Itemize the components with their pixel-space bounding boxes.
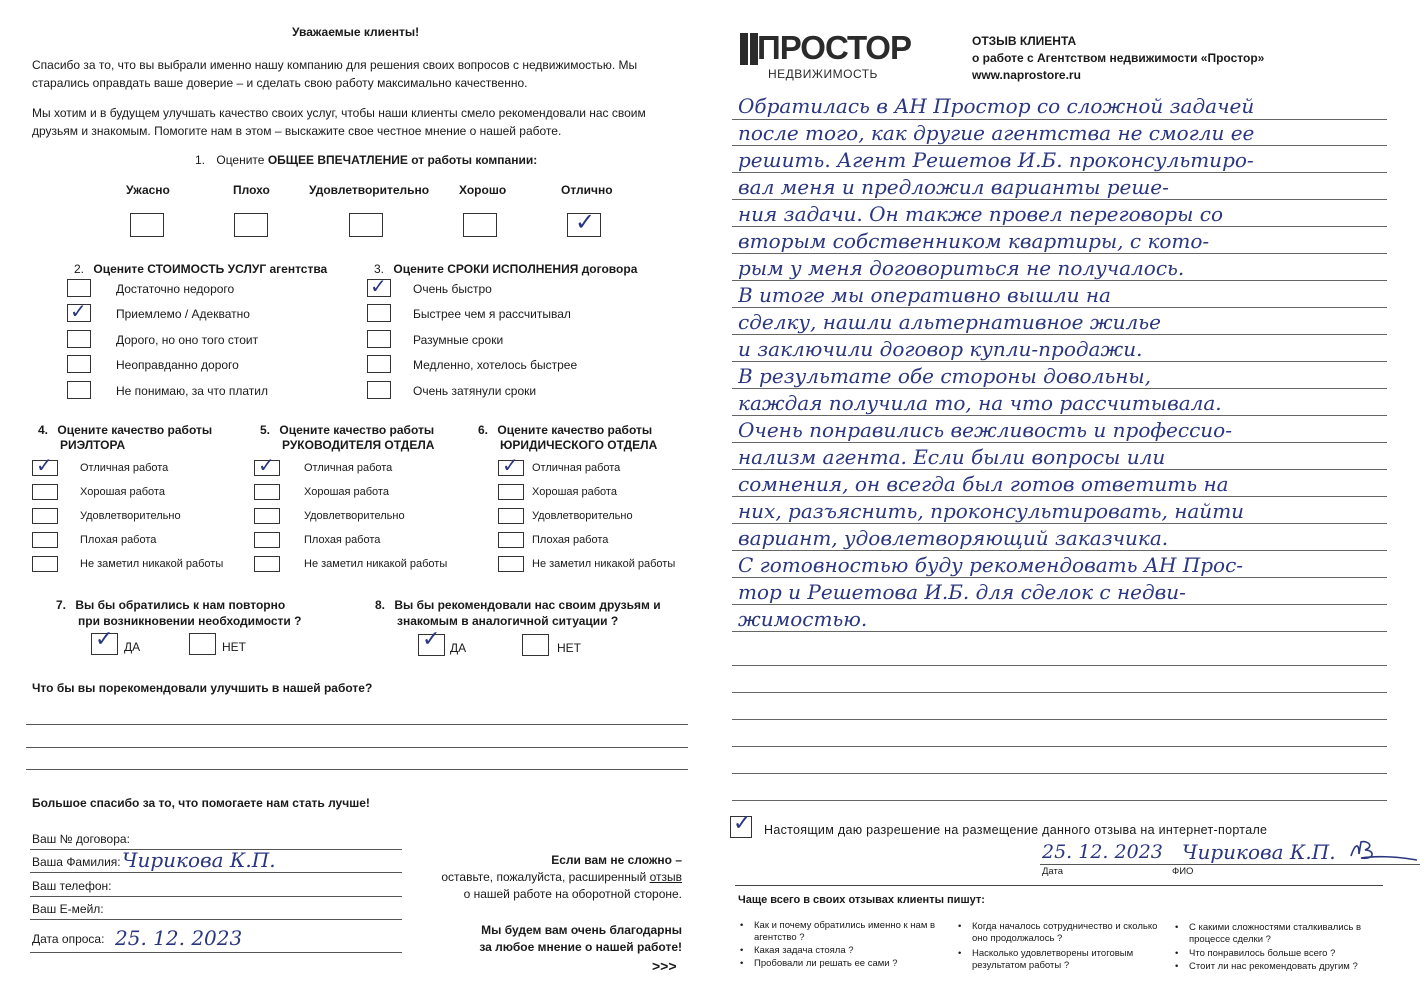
ruled-line (732, 199, 1387, 200)
sign-date-value[interactable]: 25. 12. 2023 (1042, 841, 1163, 863)
q8-yes-label: ДА (450, 641, 467, 655)
q6-checkbox[interactable] (498, 484, 524, 500)
date-field-line (30, 952, 402, 953)
review-line: вариант, удовлетворяющий заказчика. (738, 526, 1169, 550)
signature-line (1040, 864, 1420, 865)
q6-option-label: Отличная работа (532, 462, 621, 474)
side-note: Если вам не сложно – оставьте, пожалуйста, расширенный отзыв о нашей работе на оборотной стороне. (441, 853, 682, 901)
review-line: и заключили договор купли-продажи. (738, 337, 1143, 361)
q3-checkbox[interactable] (367, 330, 391, 348)
ruled-line (732, 746, 1387, 747)
review-line: сомнения, он всегда был готов ответить на (738, 472, 1229, 496)
ruled-line (732, 523, 1387, 524)
q3-option-label: Очень быстро (413, 282, 492, 296)
q8-no-label: НЕТ (557, 641, 581, 655)
q8-title: 8. Вы бы рекомендовали нас своим друзьям и знакомым в аналогичной ситуации ? (375, 598, 661, 628)
ruled-line (732, 119, 1387, 120)
q2-option-label: Достаточно недорого (116, 282, 235, 296)
q2-title: 2. Оцените СТОИМОСТЬ УСЛУГ агентства (74, 262, 328, 276)
ruled-line (732, 253, 1387, 254)
checkmark-icon: ✓ (370, 274, 387, 298)
ruled-line (732, 550, 1387, 551)
date-label: Дата опроса: (32, 932, 105, 946)
q2-checkbox[interactable] (67, 355, 91, 373)
logo-text: ПРОСТОР (757, 29, 911, 66)
fio-caption: ФИО (1172, 866, 1194, 877)
q2-checkbox[interactable] (67, 381, 91, 399)
review-line: вторым собственником квартиры, с кото- (738, 229, 1210, 253)
review-subtitle: о работе с Агентством недвижимости «Простор» (972, 51, 1265, 65)
answer-line[interactable] (26, 724, 688, 725)
ruled-line (732, 800, 1387, 801)
q1-option-label: Плохо (233, 183, 270, 197)
ruled-line (732, 361, 1387, 362)
ruled-line (732, 577, 1387, 578)
q3-title: 3. Оцените СРОКИ ИСПОЛНЕНИЯ договора (374, 262, 638, 276)
review-line: вал меня и предложил варианты реше- (738, 175, 1169, 199)
q6-option-label: Хорошая работа (532, 486, 617, 498)
q4-option-label: Не заметил никакой работы (80, 558, 224, 570)
q3-checkbox[interactable] (367, 381, 391, 399)
prompt-item: • Что понравилось больше всего ? (1189, 948, 1379, 960)
intro-paragraph-2: Мы хотим и в будущем улучшать качество своих услуг, чтобы наши клиенты смело рекомендовали нас своим друзьям и знакомым. Помогите нам в этом – выскажите свое честное мнение о нашей работе. (32, 106, 646, 138)
prompt-item: • Стоит ли нас рекомендовать другим ? (1189, 961, 1379, 973)
q6-checkbox[interactable] (498, 508, 524, 524)
q1-checkbox[interactable] (130, 213, 164, 237)
q5-option-label: Удовлетворительно (304, 510, 405, 522)
email-field-line[interactable] (30, 919, 402, 920)
q5-checkbox[interactable] (254, 508, 280, 524)
q4-checkbox[interactable] (32, 508, 58, 524)
q4-option-label: Отличная работа (80, 462, 169, 474)
ruled-line (732, 415, 1387, 416)
review-line: В результате обе стороны довольны, (738, 364, 1152, 388)
review-line: ния задачи. Он также провел переговоры со (738, 202, 1223, 226)
q7-yes-label: ДА (124, 640, 141, 654)
q4-checkbox[interactable] (32, 532, 58, 548)
q2-option-label: Неоправданно дорого (116, 358, 239, 372)
ruled-line (732, 773, 1387, 774)
q2-checkbox[interactable] (67, 279, 91, 297)
ruled-line (732, 307, 1387, 308)
ruled-line (732, 692, 1387, 693)
q4-option-label: Плохая работа (80, 534, 157, 546)
contract-label: Ваш № договора: (32, 832, 130, 846)
ruled-line (732, 604, 1387, 605)
side-thanks: Мы будем вам очень благодарны за любое мнение о нашей работе! (479, 923, 682, 954)
q4-checkbox[interactable] (32, 484, 58, 500)
q5-option-label: Отличная работа (304, 462, 393, 474)
q2-option-label: Не понимаю, за что платил (116, 384, 269, 398)
q4-option-label: Удовлетворительно (80, 510, 181, 522)
ruled-line (732, 496, 1387, 497)
review-line: Обратилась в АН Простор со сложной задачей (738, 94, 1255, 118)
sign-name-value[interactable]: Чирикова К.П. (1182, 840, 1336, 864)
q3-checkbox[interactable] (367, 355, 391, 373)
q6-checkbox[interactable] (498, 556, 524, 572)
q1-option-label: Хорошо (459, 183, 507, 197)
q5-option-label: Не заметил никакой работы (304, 558, 448, 570)
review-line: решить. Агент Решетов И.Б. проконсультиро- (738, 148, 1254, 172)
checkmark-icon: ✓ (258, 453, 275, 477)
q3-checkbox[interactable] (367, 304, 391, 322)
q6-option-label: Удовлетворительно (532, 510, 633, 522)
ruled-line (732, 334, 1387, 335)
q3-option-label: Медленно, хотелось быстрее (413, 358, 578, 372)
ruled-line (732, 280, 1387, 281)
q1-option-label: Ужасно (126, 183, 170, 197)
q4-checkbox[interactable] (32, 556, 58, 572)
q1-option-label: Удовлетворительно (309, 183, 430, 197)
q1-checkbox[interactable] (463, 213, 497, 237)
q5-checkbox[interactable] (254, 484, 280, 500)
answer-line[interactable] (26, 747, 688, 748)
checkmark-icon: ✓ (733, 811, 752, 836)
q3-option-label: Очень затянули сроки (413, 384, 537, 398)
ruled-line (732, 388, 1387, 389)
q5-option-label: Плохая работа (304, 534, 381, 546)
checkmark-icon: ✓ (422, 627, 441, 652)
surname-label: Ваша Фамилия: (32, 855, 121, 869)
ruled-line (732, 172, 1387, 173)
q3-option-label: Быстрее чем я рассчитывал (413, 307, 571, 321)
ruled-line (732, 145, 1387, 146)
q5-option-label: Хорошая работа (304, 486, 389, 498)
review-line: после того, как другие агентства не смогли ее (738, 121, 1255, 145)
q6-option-label: Плохая работа (532, 534, 609, 546)
improve-question: Что бы вы порекомендовали улучшить в нашей работе? (32, 681, 373, 695)
ruled-line (732, 469, 1387, 470)
q6-checkbox[interactable] (498, 532, 524, 548)
checkmark-icon: ✓ (575, 208, 596, 236)
ruled-line (732, 631, 1387, 632)
site-url[interactable]: www.naprostore.ru (972, 68, 1081, 82)
q6-title: 6. Оцените качество работы ЮРИДИЧЕСКОГО ОТДЕЛА (478, 423, 658, 452)
prompt-item: • Когда началось сотрудничество и сколько оно продолжалось ? (972, 921, 1162, 945)
logo-subtext: НЕДВИЖИМОСТЬ (768, 67, 878, 81)
email-label: Ваш E-мейл: (32, 902, 104, 916)
prompt-item: • Какая задача стояла ? (754, 945, 944, 957)
thanks-line: Большое спасибо за то, что помогаете нам стать лучше! (32, 796, 370, 810)
ruled-line (732, 226, 1387, 227)
logo-mark (740, 33, 748, 65)
ruled-line (732, 665, 1387, 666)
q2-checkbox[interactable] (67, 330, 91, 348)
q7-no-label: НЕТ (222, 640, 246, 654)
arrows-icon: >>> (652, 958, 677, 974)
review-title: ОТЗЫВ КЛИЕНТА (972, 34, 1077, 48)
date-caption: Дата (1042, 866, 1064, 877)
q4-title: 4. Оцените качество работы РИЭЛТОРА (38, 423, 213, 452)
signature (1345, 836, 1420, 866)
review-line: Очень понравились вежливость и профессио- (738, 418, 1232, 442)
review-line: жимостью. (738, 607, 868, 631)
q5-checkbox[interactable] (254, 532, 280, 548)
divider (735, 885, 1383, 886)
permission-text: Настоящим даю разрешение на размещение данного отзыва на интернет-портале (764, 823, 1268, 837)
review-line: тор и Решетова И.Б. для сделок с недви- (738, 580, 1186, 604)
review-line: них, разъяснить, проконсультировать, найти (738, 499, 1245, 523)
q8-no-checkbox[interactable] (522, 634, 549, 656)
q5-title: 5. Оцените качество работы РУКОВОДИТЕЛЯ ОТДЕЛА (260, 423, 435, 452)
date-value[interactable]: 25. 12. 2023 (115, 926, 243, 950)
review-line: С готовностью буду рекомендовать АН Прос- (738, 553, 1244, 577)
intro-paragraph-1: Спасибо за то, что вы выбрали именно нашу компанию для решения своих вопросов с недвижимостью. Мы старались оправдать ваше доверие – и сделать свою работу максимально качественно. (32, 58, 638, 90)
review-link[interactable]: отзыв (649, 870, 682, 884)
q6-option-label: Не заметил никакой работы (532, 558, 676, 570)
prompt-item: • С какими сложностями сталкивались в процессе сделки ? (1189, 922, 1379, 946)
prompt-item: • Как и почему обратились именно к нам в агентство ? (754, 920, 944, 944)
surname-value[interactable]: Чирикова К.П. (122, 848, 276, 872)
review-line: В итоге мы оперативно вышли на (738, 283, 1111, 307)
review-line: нализм агента. Если были вопросы или (738, 445, 1166, 469)
q5-checkbox[interactable] (254, 556, 280, 572)
review-line: каждая получила то, на что рассчитывала. (738, 391, 1222, 415)
phone-field-line[interactable] (30, 896, 402, 897)
q4-option-label: Хорошая работа (80, 486, 165, 498)
page-heading: Уважаемые клиенты! (292, 25, 420, 39)
prompt-item: • Насколько удовлетворены итоговым результатом работы ? (972, 948, 1142, 972)
checkmark-icon: ✓ (95, 627, 114, 652)
surname-field-line (30, 872, 402, 873)
checkmark-icon: ✓ (70, 299, 87, 323)
q7-title: 7. Вы бы обратились к нам повторно при возникновении необходимости ? (56, 598, 302, 628)
prompts-title: Чаще всего в своих отзывах клиенты пишут: (738, 894, 985, 906)
q2-option-label: Приемлемо / Адекватно (116, 307, 250, 321)
checkmark-icon: ✓ (36, 453, 53, 477)
q1-title: 1. Оцените ОБЩЕЕ ВПЕЧАТЛЕНИЕ от работы компании: (195, 153, 538, 167)
answer-line[interactable] (26, 769, 688, 770)
q1-checkbox[interactable] (234, 213, 268, 237)
review-line: рым у меня договориться не получалось. (738, 256, 1185, 280)
q2-option-label: Дорого, но оно того стоит (116, 333, 259, 347)
phone-label: Ваш телефон: (32, 879, 112, 893)
q1-option-label: Отлично (561, 183, 613, 197)
checkmark-icon: ✓ (502, 453, 519, 477)
q7-no-checkbox[interactable] (189, 633, 216, 655)
ruled-line (732, 719, 1387, 720)
q3-option-label: Разумные сроки (413, 333, 504, 347)
q1-checkbox[interactable] (349, 213, 383, 237)
ruled-line (732, 442, 1387, 443)
review-line: сделку, нашли альтернативное жилье (738, 310, 1161, 334)
prompt-item: • Пробовали ли решать ее сами ? (754, 958, 944, 970)
